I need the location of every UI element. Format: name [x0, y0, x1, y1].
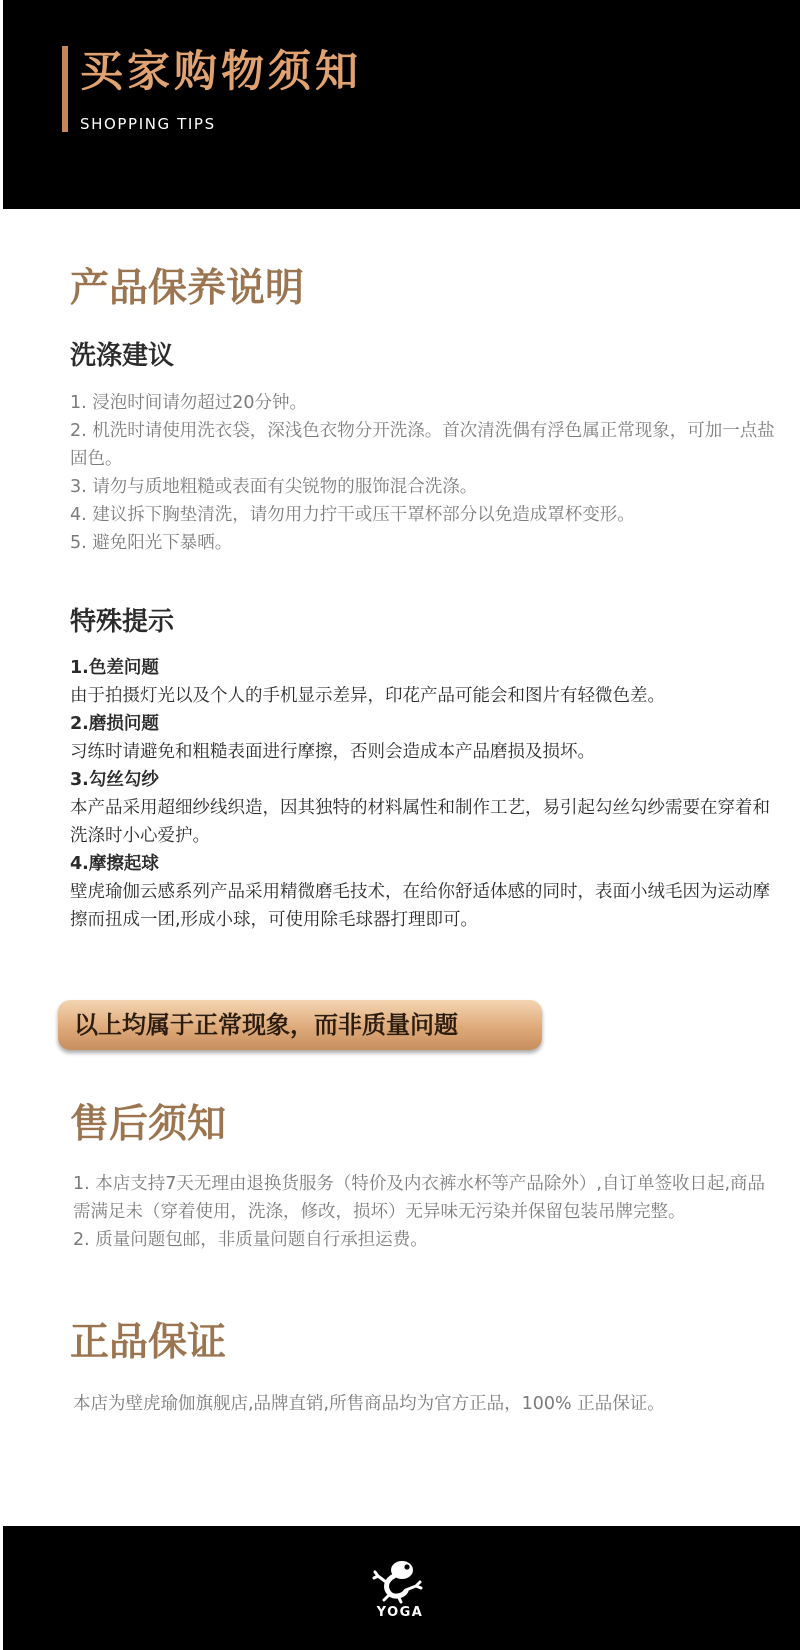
special-tips [70, 654, 785, 934]
special-title: 特殊提示 [70, 607, 175, 637]
after-sales-text [73, 1170, 778, 1254]
care-section-title: 产品保养说明 [70, 266, 305, 311]
notice-badge [58, 1000, 542, 1050]
list-item: 2. 机洗时请使用洗衣袋，深浅色衣物分开洗涤。首次清洗偶有浮色属正常现象，可加一点盐固色。 [70, 421, 775, 469]
tip-heading: 3.勾丝勾纱 [70, 770, 159, 790]
list-item: 2. 质量问题包邮，非质量问题自行承担运费。 [73, 1230, 428, 1250]
logo-text: YOGA [376, 1605, 424, 1620]
tip-heading: 2.磨损问题 [70, 714, 159, 734]
tip-text: 本产品采用超细纱线织造，因其独特的材料属性和制作工艺，易引起勾丝勾纱需要在穿着和洗涤时小心爱护。 [70, 798, 770, 846]
page-subtitle: SHOPPING TIPS [80, 115, 216, 133]
genuine-text: 本店为壁虎瑜伽旗舰店,品牌直销,所售商品均为官方正品，100% 正品保证。 [73, 1394, 665, 1414]
notice-text: 以上均属于正常现象，而非质量问题 [74, 1011, 458, 1039]
tip-text: 由于拍摄灯光以及个人的手机显示差异，印花产品可能会和图片有轻微色差。 [70, 686, 665, 706]
genuine-title: 正品保证 [70, 1320, 227, 1365]
header-accent-bar [62, 46, 68, 132]
page-title: 买家购物须知 [80, 47, 362, 97]
washing-list [70, 389, 780, 557]
gecko-icon [370, 1556, 430, 1620]
tip-text: 习练时请避免和粗糙表面进行摩擦，否则会造成本产品磨损及损坏。 [70, 742, 595, 762]
list-item: 4. 建议拆下胸垫清洗，请勿用力拧干或压干罩杯部分以免造成罩杯变形。 [70, 505, 635, 525]
tip-heading: 4.摩擦起球 [70, 854, 159, 874]
list-item: 1. 浸泡时间请勿超过20分钟。 [70, 393, 308, 413]
washing-title: 洗涤建议 [70, 341, 175, 371]
list-item: 1. 本店支持7天无理由退换货服务（特价及内衣裤水杯等产品除外）,自订单签收日起,商品需满足未（穿着使用，洗涤，修改，损坏）无异味无污染并保留包装吊牌完整。 [73, 1174, 766, 1222]
after-sales-title: 售后须知 [70, 1102, 227, 1147]
list-item: 5. 避免阳光下暴晒。 [70, 533, 233, 553]
tip-heading: 1.色差问题 [70, 658, 159, 678]
header-banner [3, 0, 800, 209]
tip-text: 壁虎瑜伽云感系列产品采用精微磨毛技术，在给你舒适体感的同时，表面小绒毛因为运动摩擦而扭成一团,形成小球，可使用除毛球器打理即可。 [70, 882, 770, 930]
list-item: 3. 请勿与质地粗糙或表面有尖锐物的服饰混合洗涤。 [70, 477, 478, 497]
